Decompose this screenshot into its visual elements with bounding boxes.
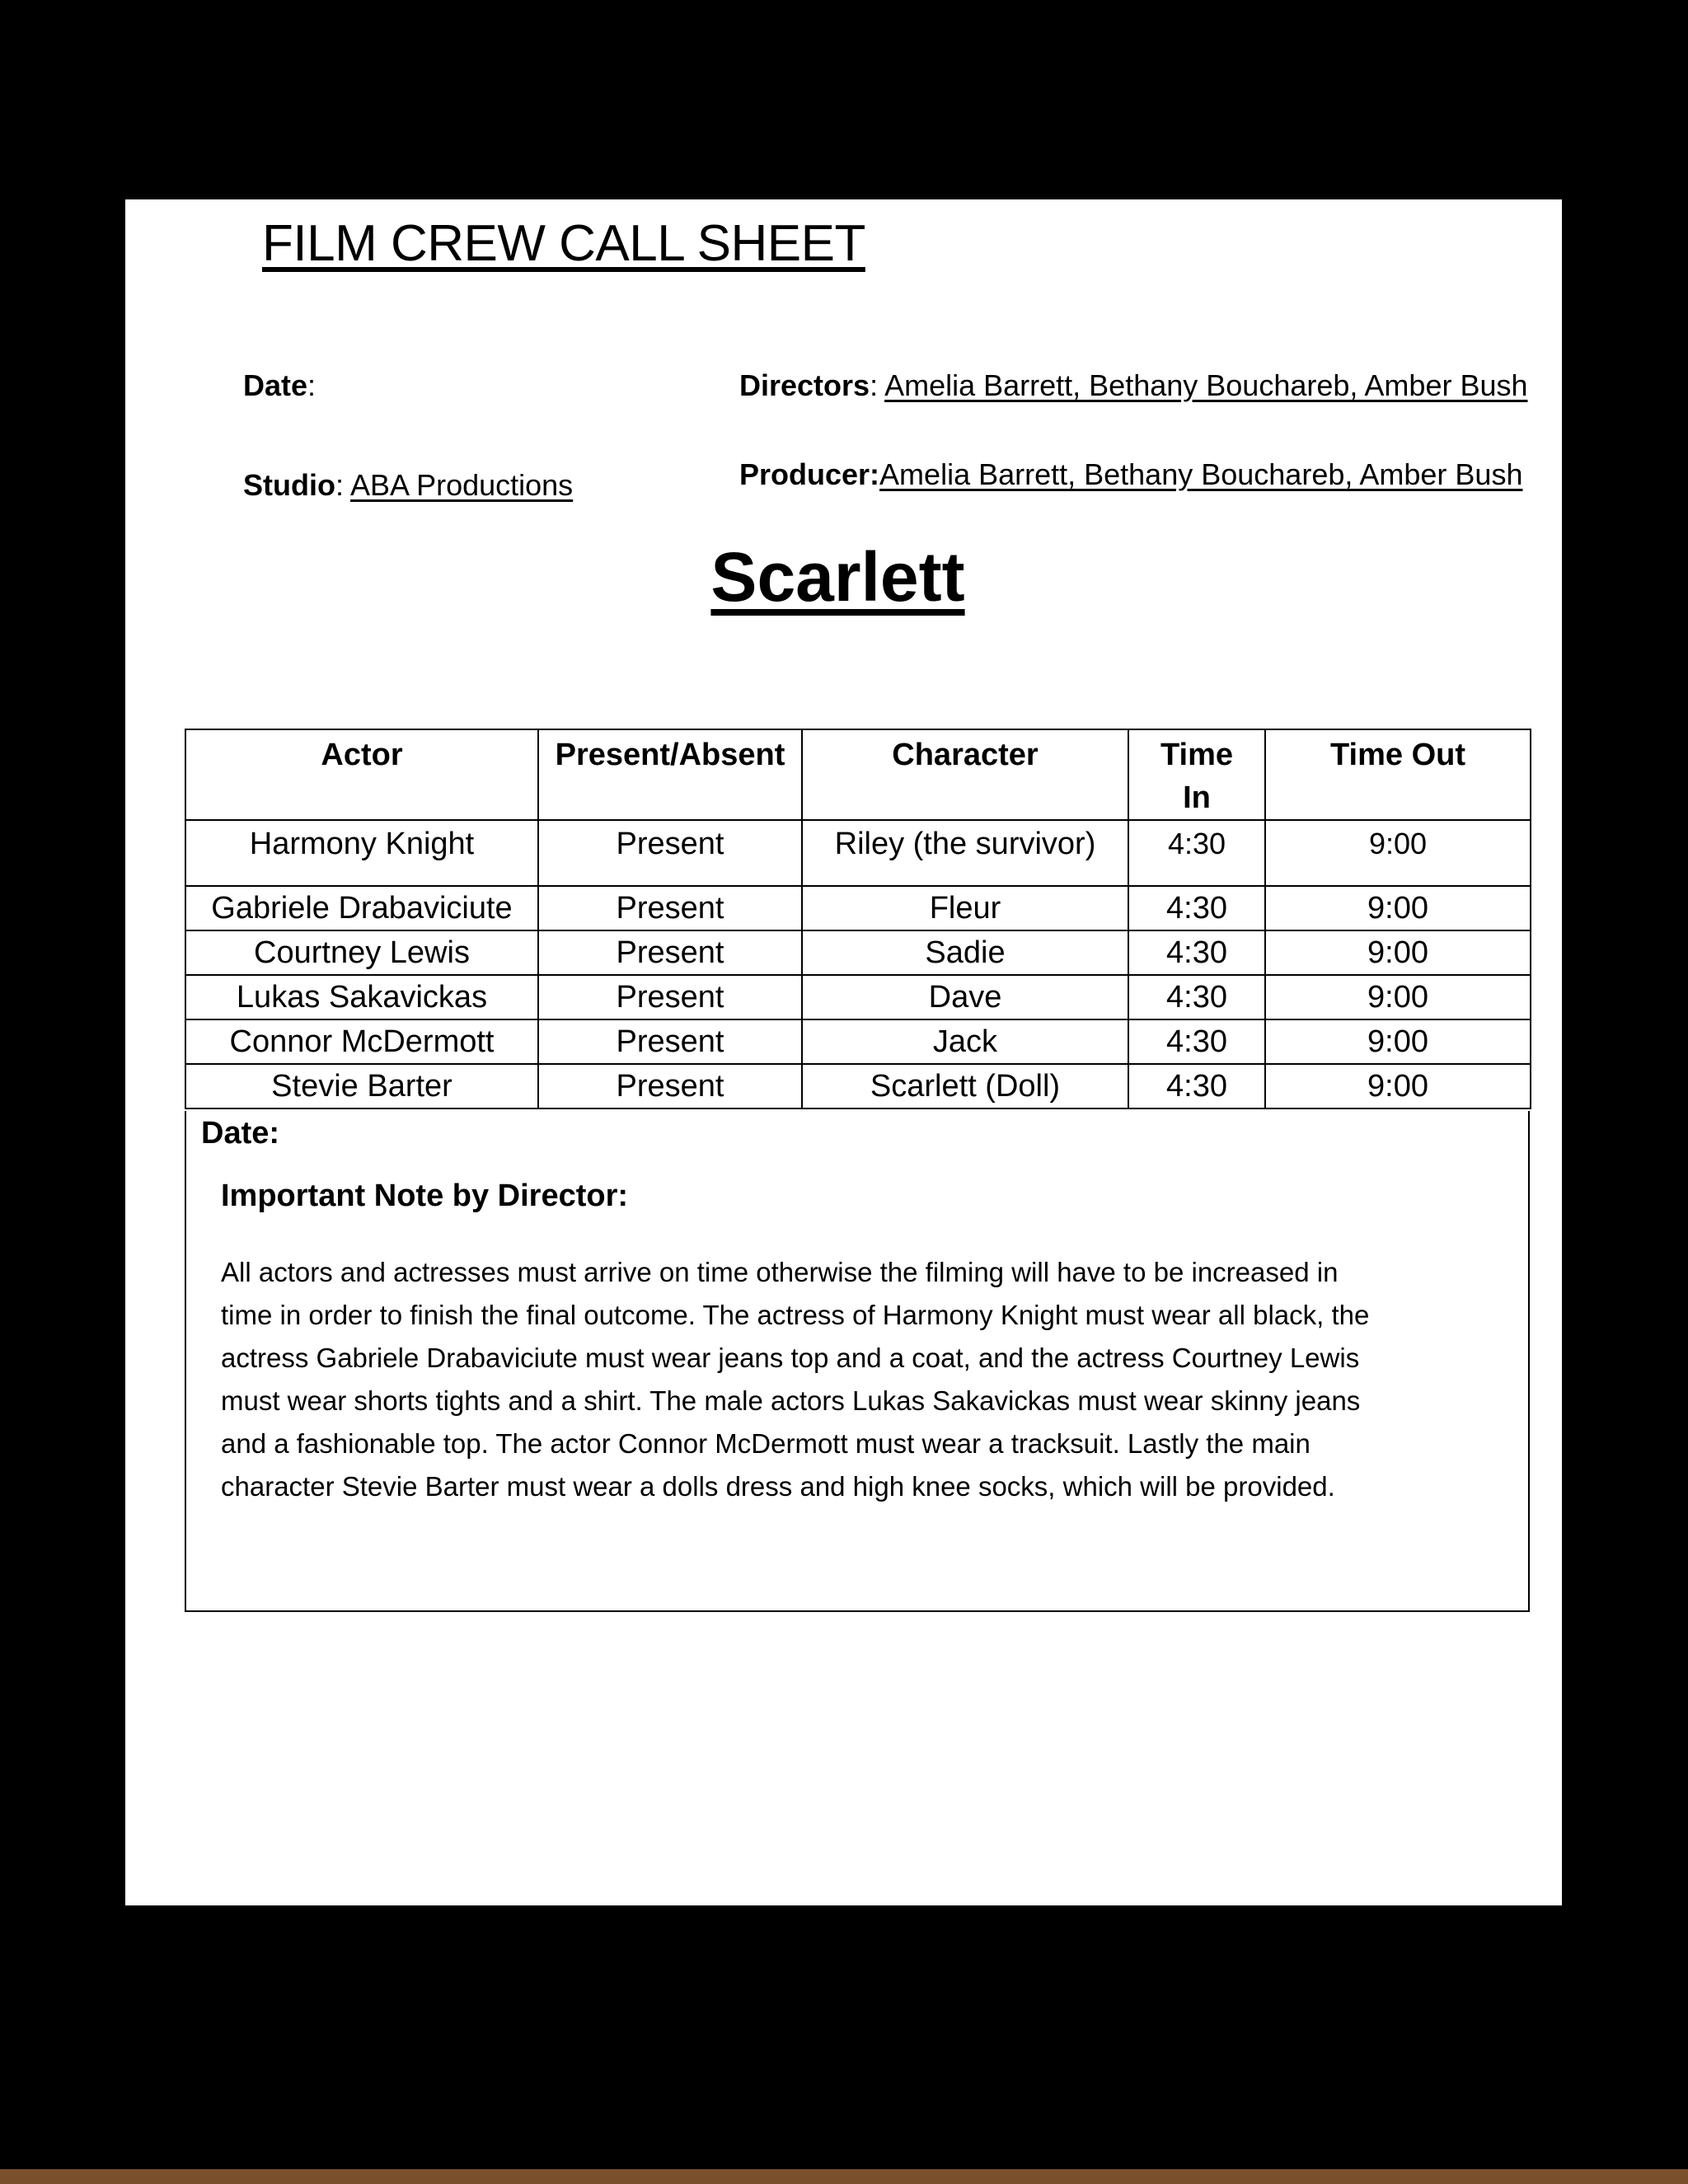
- actor-cell: Gabriele Drabaviciute: [185, 886, 538, 930]
- actor-cell: Courtney Lewis: [185, 930, 538, 975]
- note-heading: Important Note by Director:: [221, 1179, 629, 1213]
- time-in-cell: 4:30: [1128, 930, 1265, 975]
- table-row: [185, 930, 1531, 975]
- producer-field: [739, 457, 1522, 492]
- status-cell: Present: [538, 1019, 802, 1064]
- time-in-cell: 4:30: [1128, 1019, 1265, 1064]
- time-out-cell: 9:00: [1265, 886, 1531, 930]
- time-in-cell: 4:30: [1128, 886, 1265, 930]
- time-in-cell: 4:30: [1128, 1064, 1265, 1108]
- status-cell: Present: [538, 820, 802, 886]
- header-character: Character: [802, 729, 1128, 820]
- directors-label: Directors: [739, 368, 870, 402]
- studio-field: [243, 468, 573, 503]
- actor-cell: Harmony Knight: [185, 820, 538, 886]
- table-row: [185, 886, 1531, 930]
- studio-colon: :: [335, 468, 351, 502]
- character-cell: Scarlett (Doll): [802, 1064, 1128, 1108]
- actor-cell: Connor McDermott: [185, 1019, 538, 1064]
- actor-cell: Lukas Sakavickas: [185, 975, 538, 1019]
- date-field: [243, 368, 316, 403]
- actor-cell: Stevie Barter: [185, 1064, 538, 1108]
- character-cell: Fleur: [802, 886, 1128, 930]
- header-actor: Actor: [185, 729, 538, 820]
- sheet-heading: FILM CREW CALL SHEET: [262, 215, 865, 272]
- header-time-in: Time In: [1128, 729, 1265, 820]
- status-cell: Present: [538, 886, 802, 930]
- note-date-label: Date:: [201, 1116, 280, 1151]
- time-out-cell: 9:00: [1265, 975, 1531, 1019]
- time-in-cell: 4:30: [1128, 820, 1265, 886]
- header-present-absent: Present/Absent: [538, 729, 802, 820]
- table-row: [185, 820, 1531, 886]
- status-cell: Present: [538, 1064, 802, 1108]
- document-page: [125, 199, 1562, 1905]
- studio-value: ABA Productions: [350, 468, 574, 502]
- time-out-cell: 9:00: [1265, 1019, 1531, 1064]
- bottom-edge-strip: [0, 2169, 1688, 2184]
- time-out-cell: 9:00: [1265, 820, 1531, 886]
- character-cell: Dave: [802, 975, 1128, 1019]
- director-note-box: [185, 1111, 1530, 1612]
- directors-field: [739, 368, 1528, 403]
- character-cell: Riley (the survivor): [802, 820, 1128, 886]
- date-colon: :: [307, 368, 316, 402]
- film-title: [125, 537, 1562, 617]
- note-body: All actors and actresses must arrive on time otherwise the filming will have to be increased in time in order to finish the final outcome. The actress of Harmony Knight must wear all black, the actress Gabriele Drabaviciute must wear jeans top and a coat, and the actress Courtney Lewis must wear shorts tights and a shirt. The male actors Lukas Sakavickas must wear skinny jeans and a fashionable top. The actor Connor McDermott must wear a tracksuit. Lastly the main character Stevie Barter must wear a dolls dress and high knee socks, which will be provided.: [221, 1257, 1370, 1502]
- character-cell: Sadie: [802, 930, 1128, 975]
- producer-value: Amelia Barrett, Bethany Bouchareb, Amber Bush: [879, 457, 1523, 491]
- table-row: [185, 1019, 1531, 1064]
- directors-colon: :: [870, 368, 885, 402]
- date-label: Date: [243, 368, 308, 402]
- time-out-cell: 9:00: [1265, 930, 1531, 975]
- header-time-out: Time Out: [1265, 729, 1531, 820]
- status-cell: Present: [538, 975, 802, 1019]
- time-in-cell: 4:30: [1128, 975, 1265, 1019]
- character-cell: Jack: [802, 1019, 1128, 1064]
- film-title-text: Scarlett: [710, 538, 965, 616]
- producer-label: Producer:: [739, 457, 880, 491]
- status-cell: Present: [538, 930, 802, 975]
- table-header-row: [185, 729, 1531, 820]
- directors-value: Amelia Barrett, Bethany Bouchareb, Amber Bush: [884, 368, 1528, 402]
- time-out-cell: 9:00: [1265, 1064, 1531, 1108]
- table-row: [185, 975, 1531, 1019]
- crew-table: [185, 729, 1531, 1109]
- table-row: [185, 1064, 1531, 1108]
- studio-label: Studio: [243, 468, 335, 502]
